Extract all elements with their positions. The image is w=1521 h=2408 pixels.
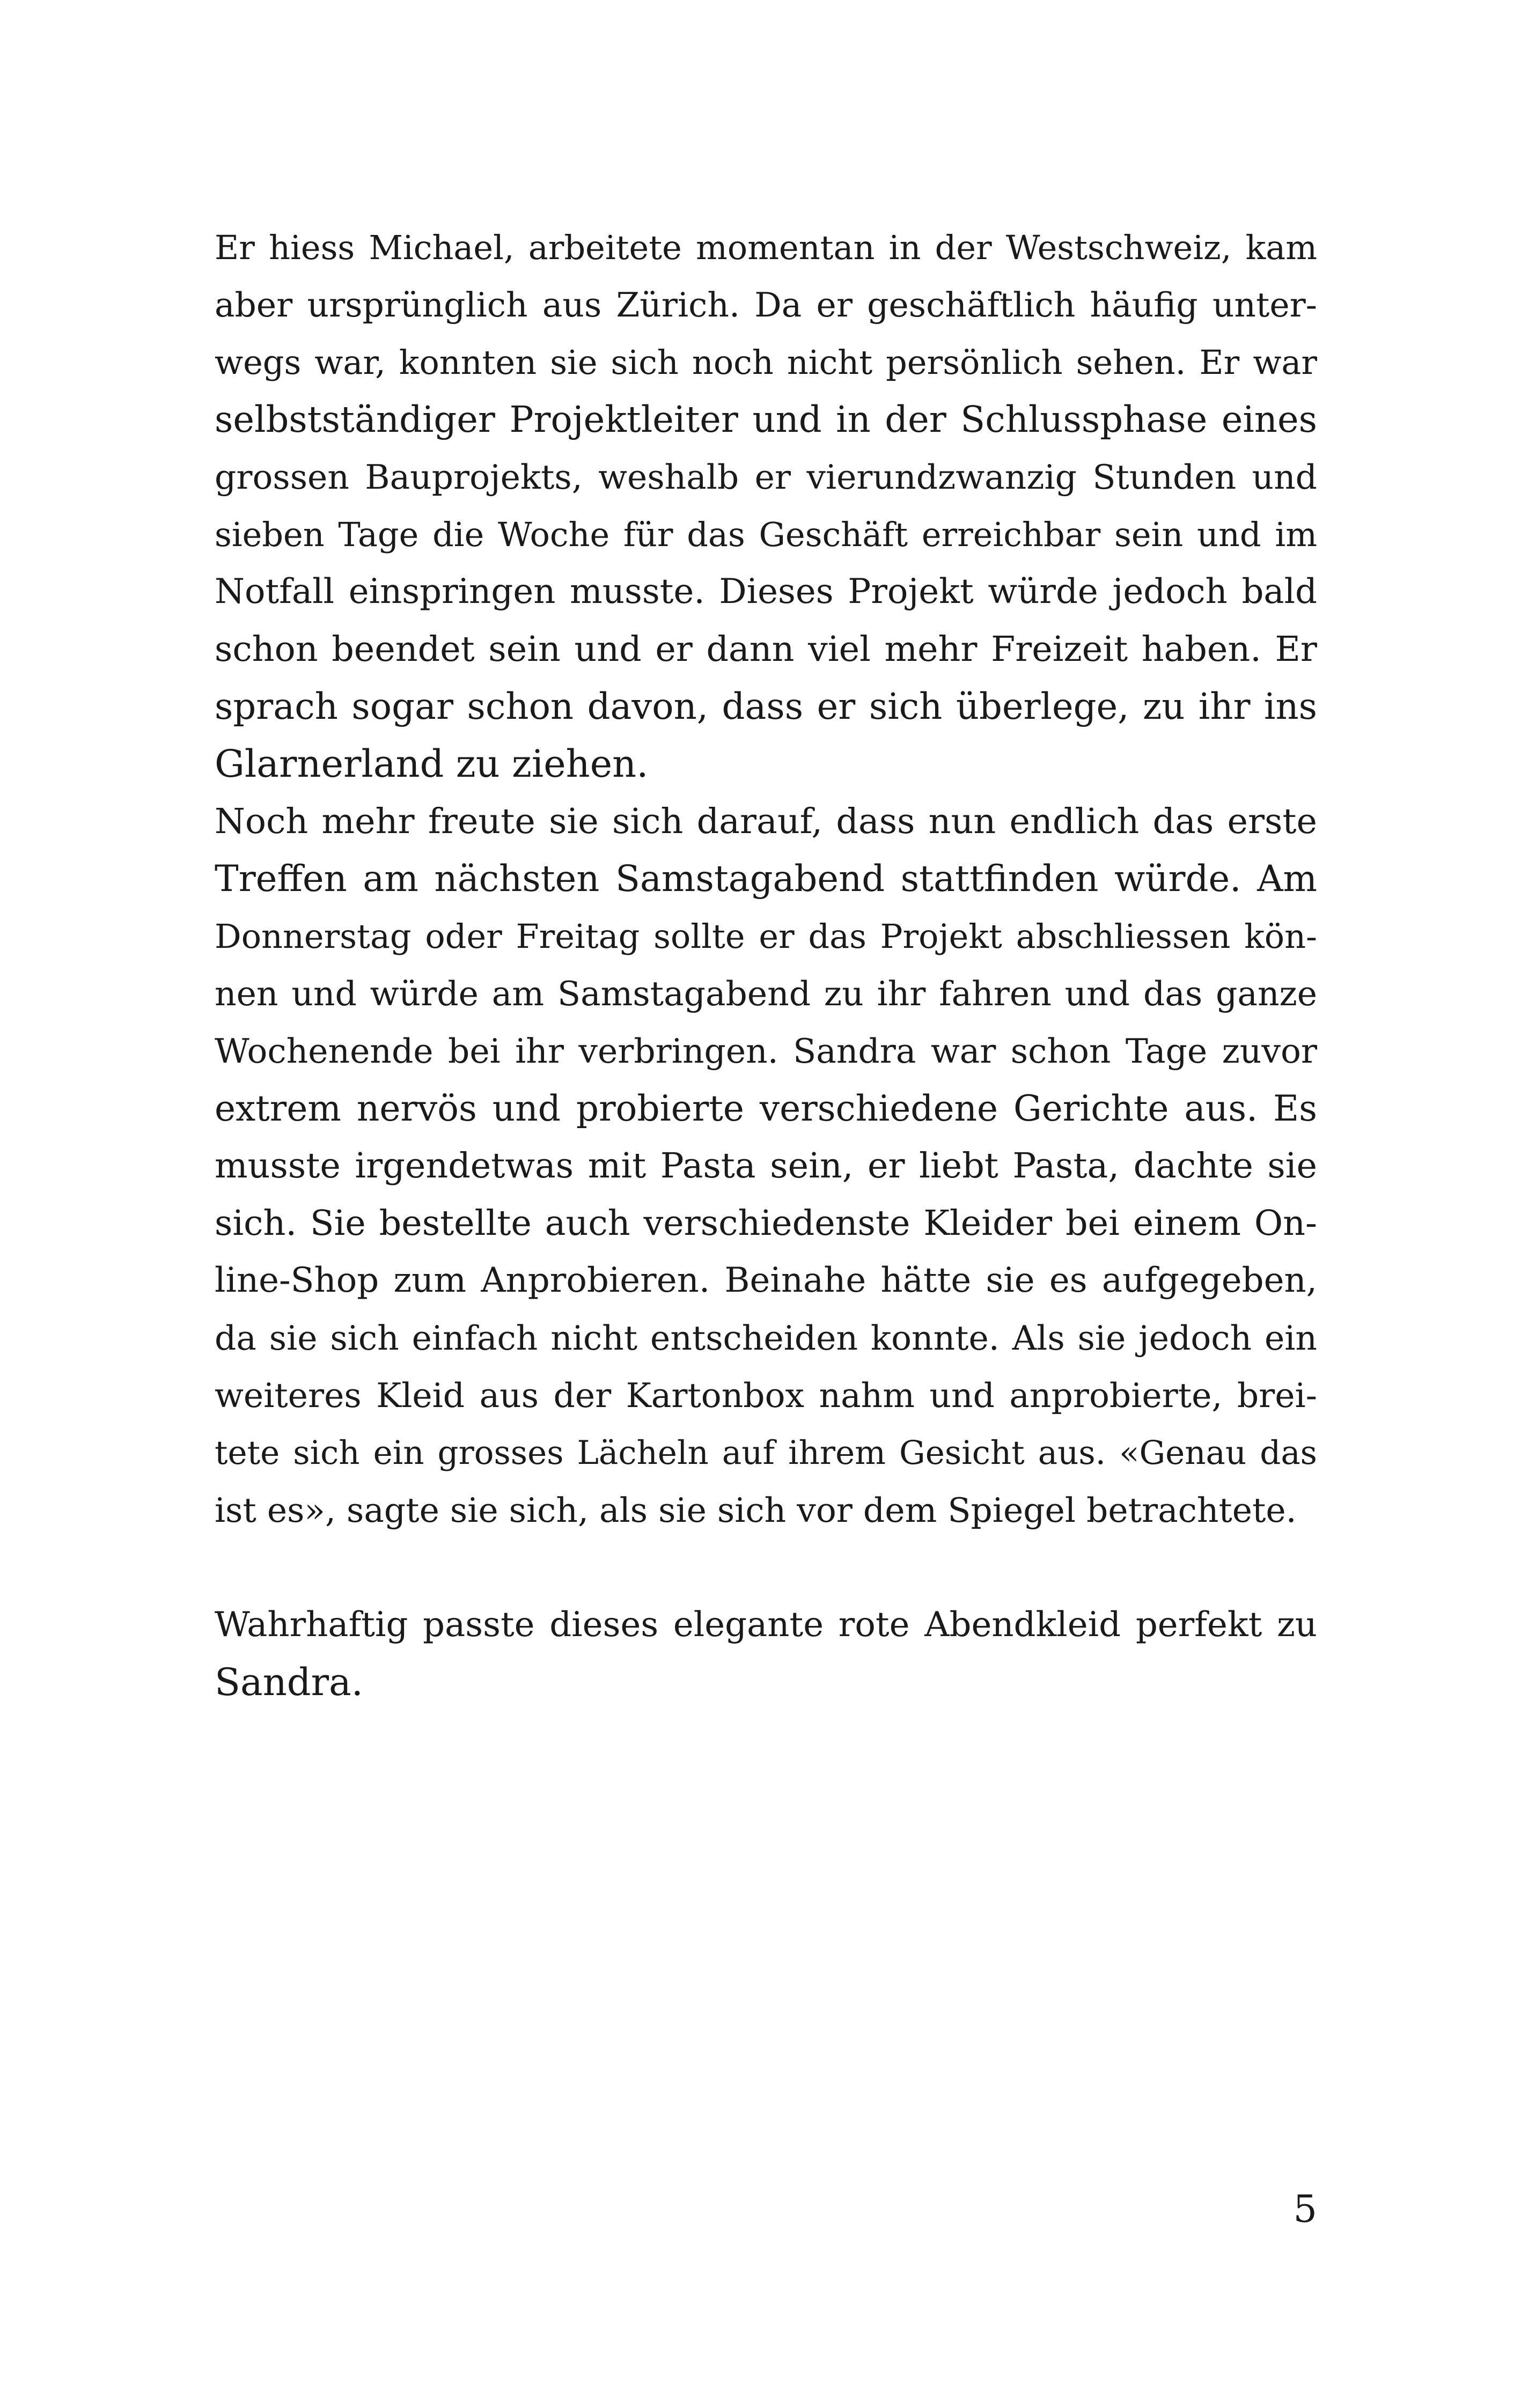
text-line: tete sich ein grosses Lächeln auf ihrem Gesicht aus. «Genau das bbox=[215, 1434, 1317, 1472]
text-line: sich. Sie bestellte auch verschiedenste Kleider bei einem On- bbox=[215, 1203, 1317, 1243]
text-line: Wochenende bei ihr verbringen. Sandra war schon Tage zuvor bbox=[215, 1032, 1317, 1071]
text-line: da sie sich einfach nicht entscheiden konnte. Als sie jedoch ein bbox=[215, 1319, 1317, 1358]
text-line: Treffen am nächsten Samstagabend stattfinden würde. Am bbox=[215, 858, 1317, 900]
text-line: Notfall einspringen musste. Dieses Projekt würde jedoch bald bbox=[215, 572, 1317, 612]
text-line: weiteres Kleid aus der Kartonbox nahm und anprobierte, brei- bbox=[215, 1376, 1317, 1415]
body-text bbox=[215, 219, 1317, 1711]
text-line: Glarnerland zu ziehen. bbox=[215, 742, 649, 786]
text-line: Wahrhaftig passte dieses elegante rote Abendkleid perfekt zu bbox=[215, 1605, 1317, 1645]
text-line: aber ursprünglich aus Zürich. Da er geschäftlich häufig unter- bbox=[215, 285, 1317, 325]
text-line: Noch mehr freute sie sich darauf, dass nun endlich das erste bbox=[215, 801, 1317, 842]
text-line: ist es», sagte sie sich, als sie sich vor dem Spiegel betrachtete. bbox=[215, 1491, 1297, 1530]
paragraph-1 bbox=[215, 219, 1317, 793]
text-line: selbstständiger Projektleiter und in der Schlussphase eines bbox=[215, 399, 1317, 440]
text-line: Sandra. bbox=[215, 1660, 364, 1704]
text-line: wegs war, konnten sie sich noch nicht persönlich sehen. Er war bbox=[215, 343, 1317, 382]
paragraph-spacer bbox=[215, 1539, 1317, 1596]
text-line: schon beendet sein und er dann viel mehr Freizeit haben. Er bbox=[215, 629, 1317, 669]
text-line: extrem nervös und probierte verschiedene Gerichte aus. Es bbox=[215, 1088, 1317, 1129]
text-line: nen und würde am Samstagabend zu ihr fahren und das ganze bbox=[215, 974, 1317, 1013]
text-line: line-Shop zum Anprobieren. Beinahe hätte sie es aufgegeben, bbox=[215, 1261, 1317, 1300]
paragraph-3 bbox=[215, 1596, 1317, 1711]
text-line: grossen Bauprojekts, weshalb er vierundzwanzig Stunden und bbox=[215, 458, 1317, 497]
text-line: sieben Tage die Woche für das Geschäft erreichbar sein und im bbox=[215, 515, 1317, 554]
text-line: sprach sogar schon davon, dass er sich überlege, zu ihr ins bbox=[215, 686, 1317, 727]
text-line: musste irgendetwas mit Pasta sein, er liebt Pasta, dachte sie bbox=[215, 1146, 1317, 1186]
text-line: Er hiess Michael, arbeitete momentan in der Westschweiz, kam bbox=[215, 228, 1317, 267]
text-line: Donnerstag oder Freitag sollte er das Projekt abschliessen kön- bbox=[215, 917, 1317, 956]
page-number: 5 bbox=[1293, 2187, 1317, 2231]
paragraph-2 bbox=[215, 793, 1317, 1539]
